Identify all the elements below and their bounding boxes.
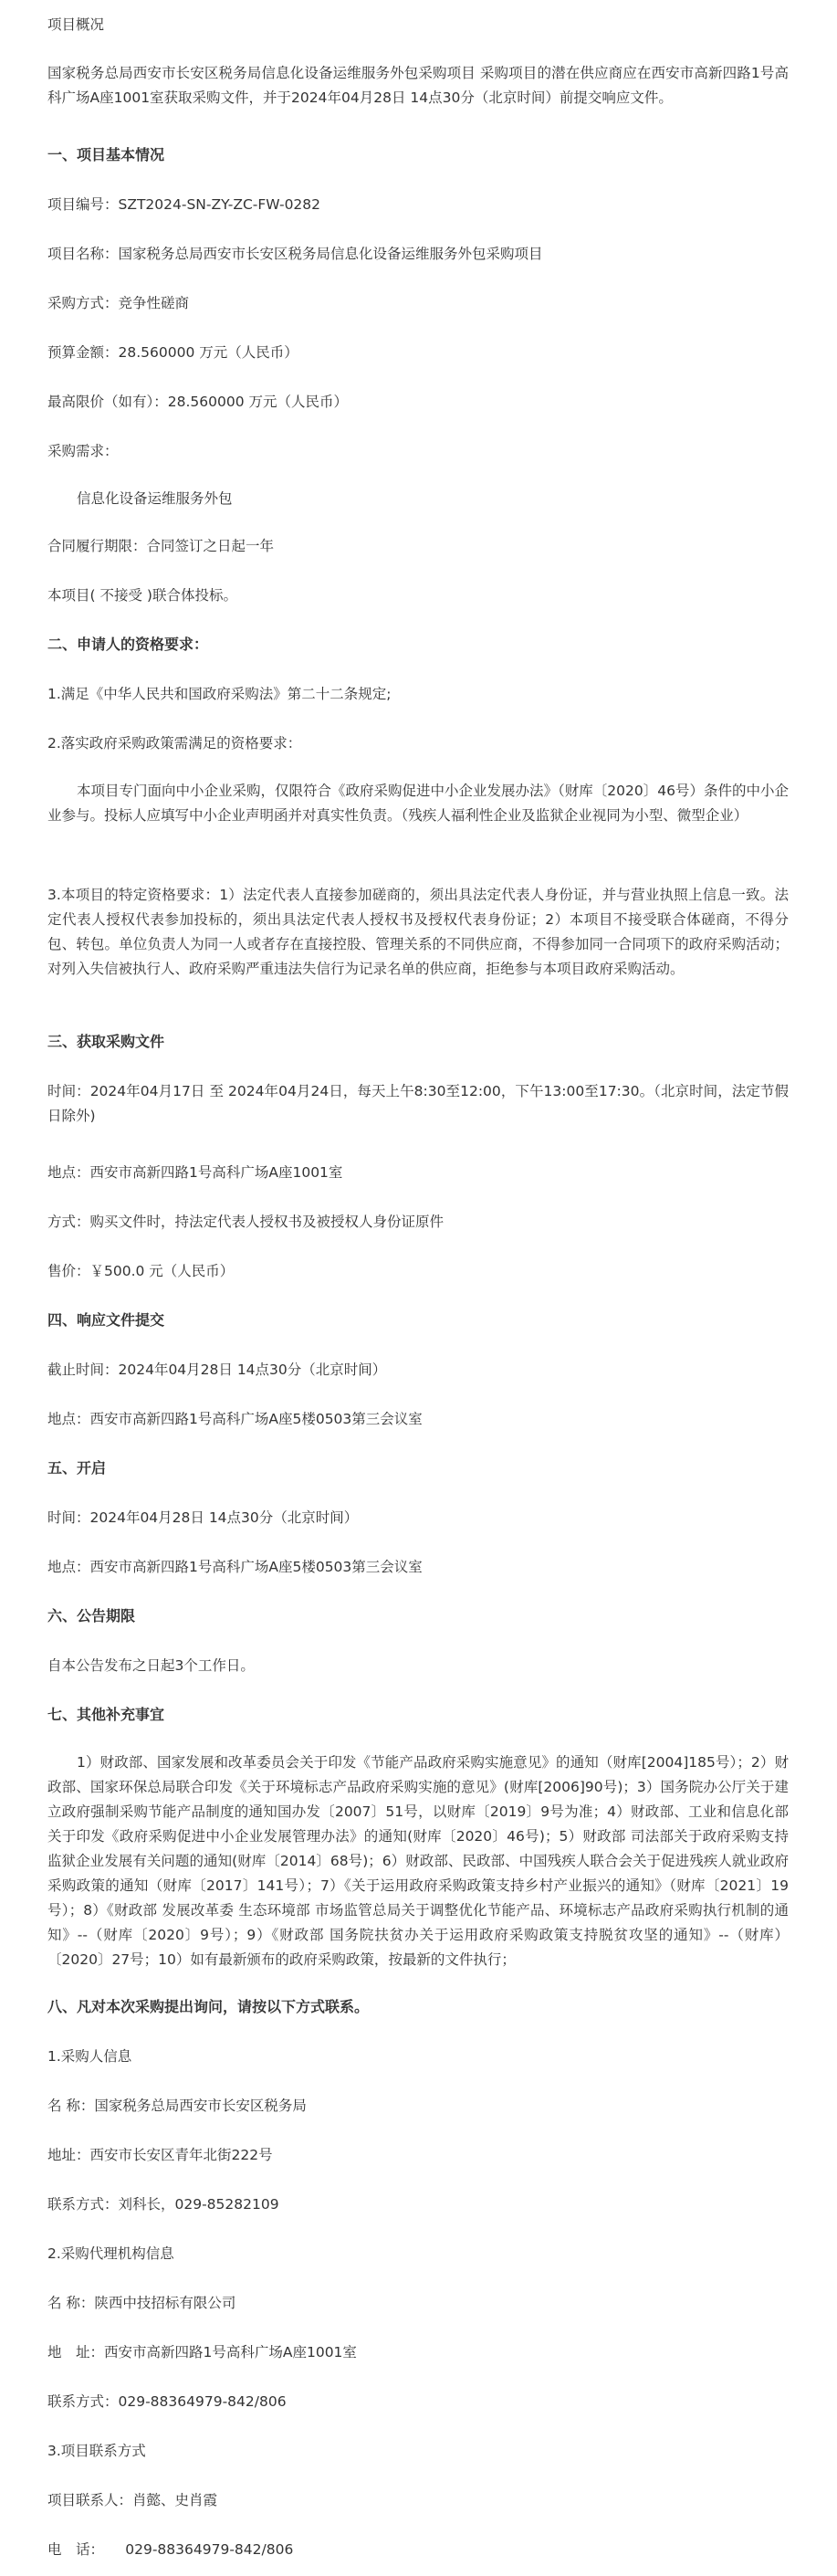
requirement-2-detail: 本项目专门面向中小企业采购，仅限符合《政府采购促进中小企业发展办法》（财库〔2020〕46号）条件的中小企业参与。投标人应填写中小企业声明函并对真实性负责。（残疾人福利性企业及监狱企业视同为小型、微型企业） [47,783,789,824]
overview-title: 项目概况 [47,16,105,33]
buyer-contact: 联系方式：刘科长，029-85282109 [47,2196,279,2213]
project-contact-person: 项目联系人：肖懿、史肖霞 [47,2492,218,2508]
section-5-heading: 五、开启 [47,1459,107,1477]
section-1-heading: 一、项目基本情况 [47,146,165,163]
document-price: 售价：￥500.0 元（人民币） [47,1263,235,1279]
section-2-heading: 二、申请人的资格要求： [47,636,209,653]
project-name: 项目名称：国家税务总局西安市长安区税务局信息化设备运维服务外包采购项目 [47,246,543,262]
section-6-heading: 六、公告期限 [47,1607,136,1624]
notice-period: 自本公告发布之日起3个工作日。 [47,1657,255,1674]
agent-name: 名 称：陕西中技招标有限公司 [47,2295,236,2311]
agent-address: 地 址：西安市高新四路1号高科广场A座1001室 [47,2344,357,2360]
section-8-heading: 八、凡对本次采购提出询问，请按以下方式联系。 [47,1998,370,2015]
agent-contact: 联系方式：029-88364979-842/806 [47,2393,287,2410]
opening-place: 地点：西安市高新四路1号高科广场A座5楼0503第三会议室 [47,1559,423,1575]
procurement-method: 采购方式：竞争性磋商 [47,295,190,311]
buyer-name: 名 称：国家税务总局西安市长安区税务局 [47,2098,307,2114]
section-4-heading: 四、响应文件提交 [47,1311,165,1329]
buyer-address: 地址：西安市长安区青年北街222号 [47,2147,273,2163]
submit-deadline: 截止时间：2024年04月28日 14点30分（北京时间） [47,1362,387,1378]
overview-text: 国家税务总局西安市长安区税务局信息化设备运维服务外包采购项目 采购项目的潜在供应商应在西安市高新四路1号高科广场A座1001室获取采购文件，并于2024年04月28日 14点30分（北京时间）前提交响应文件。 [47,65,789,106]
obtain-way: 方式：购买文件时，持法定代表人授权书及被授权人身份证原件 [47,1214,445,1230]
requirement-1: 1.满足《中华人民共和国政府采购法》第二十二条规定; [47,686,392,702]
requirement-3: 3.本项目的特定资格要求：1）法定代表人直接参加磋商的，须出具法定代表人身份证，并与营业执照上信息一致。法定代表人授权代表参加投标的，须出具法定代表人授权书及授权代表身份证；2）本项目不接受联合体磋商，不得分包、转包。单位负责人为同一人或者存在直接控股、管理关系的不同供应商，不得参加同一合同项下的政府采购活动；对列入失信被执行人、政府采购严重违法失信行为记录名单的供应商，拒绝参与本项目政府采购活动。 [47,887,789,977]
demand-item: 信息化设备运维服务外包 [77,490,233,507]
obtain-time: 时间：2024年04月17日 至 2024年04月24日，每天上午8:30至12:00，下午13:00至17:30。（北京时间，法定节假日除外) [47,1083,789,1124]
max-price: 最高限价（如有）：28.560000 万元（人民币） [47,394,348,410]
section-7-heading: 七、其他补充事宜 [47,1706,165,1723]
buyer-info-title: 1.采购人信息 [47,2048,132,2065]
requirement-2: 2.落实政府采购政策需满足的资格要求： [47,735,302,752]
agent-info-title: 2.采购代理机构信息 [47,2245,174,2262]
supplementary-matters: 1）财政部、国家发展和改革委员会关于印发《节能产品政府采购实施意见》的通知（财库[2004]185号）；2）财政部、国家环保总局联合印发《关于环境标志产品政府采购实施的意见》(财库[2006]90号)；3）国务院办公厅关于建立政府强制采购节能产品制度的通知国办发〔2007〕51号，以财库〔2019〕9号为准；4）财政部、工业和信息化部关于印发《政府采购促进中小企业发展管理办法》的通知(财库〔2020〕46号)；5）财政部 司法部关于政府采购支持监狱企业发展有关问题的通知(财库〔2014〕68号)；6）财政部、民政部、中国残疾人联合会关于促进残疾人就业政府采购政策的通知（财库〔2017〕141号）；7）《关于运用政府采购政策支持乡村产业振兴的通知》（财库〔2021〕19号）；8）《财政部 发展改革委 生态环境部 市场监管总局关于调整优化节能产品、环境标志产品政府采购执行机制的通知》--（财库〔2020〕9号）；9）《财政部 国务院扶贫办关于运用政府采购政策支持脱贫攻坚的通知》--（财库）〔2020〕27号；10）如有最新颁布的政府采购政策，按最新的文件执行； [47,1754,789,1968]
demand-label: 采购需求： [47,443,119,459]
obtain-place: 地点：西安市高新四路1号高科广场A座1001室 [47,1164,343,1181]
section-3-heading: 三、获取采购文件 [47,1033,165,1050]
opening-time: 时间：2024年04月28日 14点30分（北京时间） [47,1509,359,1526]
project-contact-title: 3.项目联系方式 [47,2443,146,2459]
project-contact-phone: 电 话： 029-88364979-842/806 [47,2541,294,2558]
contract-period: 合同履行期限：合同签订之日起一年 [47,538,275,554]
budget-amount: 预算金额：28.560000 万元（人民币） [47,344,298,361]
submit-place: 地点：西安市高新四路1号高科广场A座5楼0503第三会议室 [47,1411,423,1427]
project-number: 项目编号：SZT2024-SN-ZY-ZC-FW-0282 [47,196,321,213]
consortium-note: 本项目( 不接受 )联合体投标。 [47,587,237,604]
